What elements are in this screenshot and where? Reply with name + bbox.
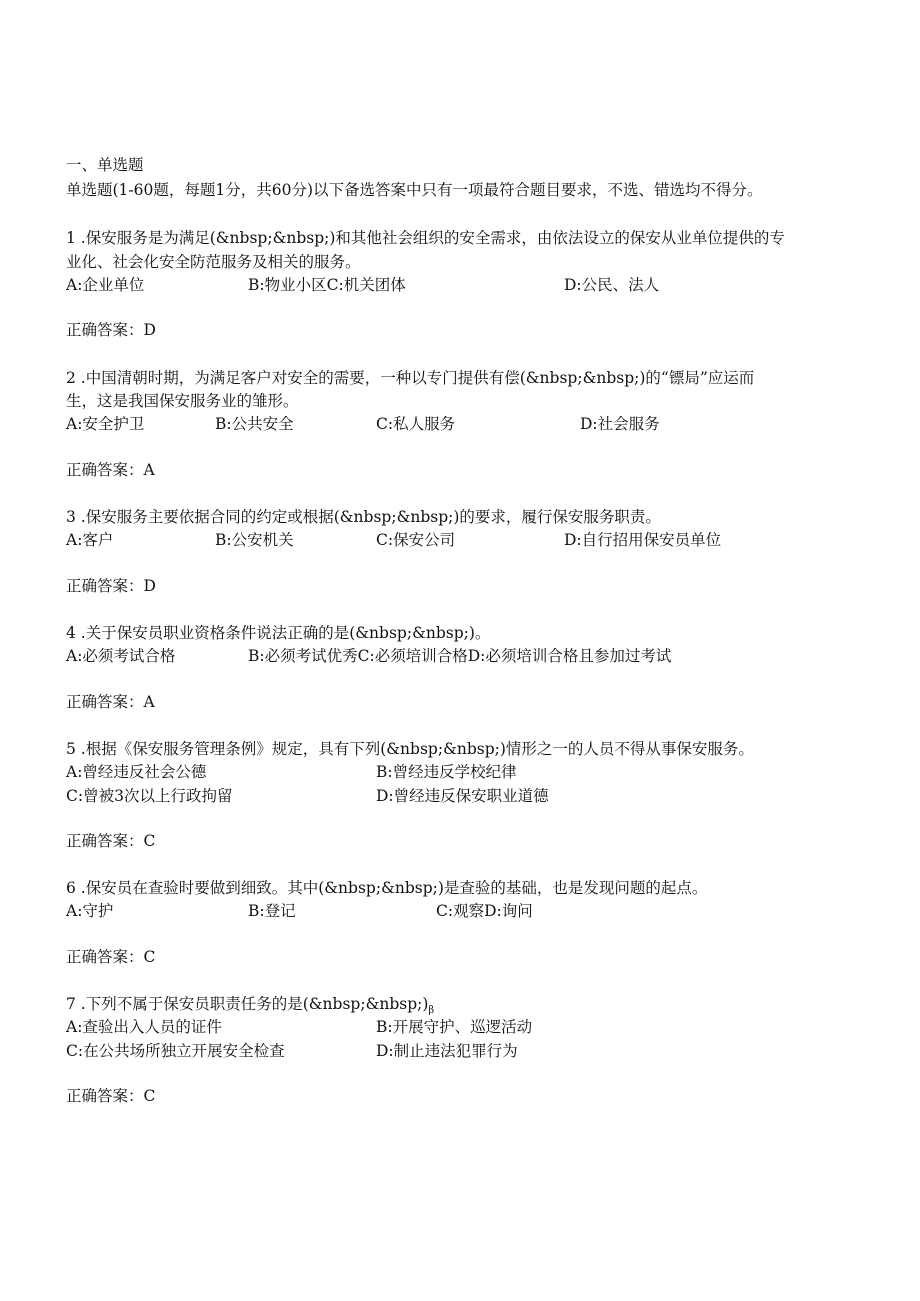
question-6-answer: 正确答案：C xyxy=(66,948,156,966)
question-7-option: C:在公共场所独立开展安全检查 xyxy=(66,1042,285,1060)
question-2-option: A:安全护卫 xyxy=(66,415,145,433)
question-1-option: A:企业单位 xyxy=(66,276,145,294)
question-3-option: B:公安机关 xyxy=(215,531,294,549)
section-title: 一、单选题 xyxy=(66,156,144,174)
question-2-option: B:公共安全 xyxy=(215,415,294,433)
question-6-option: A:守护 xyxy=(66,902,114,920)
section-instructions: 单选题(1-60题，每题1分，共60分)以下备选答案中只有一项最符合题目要求，不选、错选均不得分。 xyxy=(66,181,763,199)
question-2-option: C:私人服务 xyxy=(376,415,456,433)
question-1-answer: 正确答案：D xyxy=(66,321,156,339)
question-5-option: C:曾被3次以上行政拘留 xyxy=(66,787,233,805)
question-1-option: B:物业小区C:机关团体 xyxy=(248,276,406,294)
question-6-text-line1: 6 .保安员在查验时要做到细致。其中(&nbsp;&nbsp;)是查验的基础，也是发现问题的起点。 xyxy=(66,879,708,897)
question-1-text-line1: 1 .保安服务是为满足(&nbsp;&nbsp;)和其他社会组织的安全需求，由依法设立的保安从业单位提供的专 xyxy=(66,229,785,247)
question-2-text-line2: 生，这是我国保安服务业的雏形。 xyxy=(66,392,299,410)
question-1-option: D:公民、法人 xyxy=(564,276,660,294)
question-3-option: C:保安公司 xyxy=(376,531,456,549)
question-7-option: A:查验出入人员的证件 xyxy=(66,1018,222,1036)
question-6-option: C:观察D:询问 xyxy=(436,902,533,920)
question-5-answer: 正确答案：C xyxy=(66,832,156,850)
question-3-option: D:自行招用保安员单位 xyxy=(564,531,722,549)
question-7-suffix: β xyxy=(428,1005,435,1017)
question-2-answer: 正确答案：A xyxy=(66,461,155,479)
question-4-answer: 正确答案：A xyxy=(66,693,155,711)
question-4-text-line1: 4 .关于保安员职业资格条件说法正确的是(&nbsp;&nbsp;)。 xyxy=(66,624,491,642)
question-4-option: A:必须考试合格 xyxy=(66,647,176,665)
question-7-answer: 正确答案：C xyxy=(66,1087,156,1105)
question-5-option: D:曾经违反保安职业道德 xyxy=(376,787,549,805)
question-3-text-line1: 3 .保安服务主要依据合同的约定或根据(&nbsp;&nbsp;)的要求，履行保安服务职责。 xyxy=(66,508,661,526)
question-6-option: B:登记 xyxy=(248,902,296,920)
question-4-option: B:必须考试优秀C:必须培训合格D:必须培训合格且参加过考试 xyxy=(248,647,672,665)
question-7-option: B:开展守护、巡逻活动 xyxy=(376,1018,533,1036)
question-5-option: B:曾经违反学校纪律 xyxy=(376,763,517,781)
question-7-text: 7 .下列不属于保安员职责任务的是(&nbsp;&nbsp;) xyxy=(66,995,429,1013)
question-2-text-line1: 2 .中国清朝时期，为满足客户对安全的需要，一种以专门提供有偿(&nbsp;&nbsp;)的“镖局”应运而 xyxy=(66,369,755,387)
question-3-option: A:客户 xyxy=(66,531,114,549)
question-1-text-line2: 业化、社会化安全防范服务及相关的服务。 xyxy=(66,253,361,271)
question-7-option: D:制止违法犯罪行为 xyxy=(376,1042,518,1060)
question-5-text-line1: 5 .根据《保安服务管理条例》规定，具有下列(&nbsp;&nbsp;)情形之一的人员不得从事保安服务。 xyxy=(66,740,754,758)
question-5-option: A:曾经违反社会公德 xyxy=(66,763,207,781)
question-2-option: D:社会服务 xyxy=(580,415,660,433)
question-3-answer: 正确答案：D xyxy=(66,577,156,595)
